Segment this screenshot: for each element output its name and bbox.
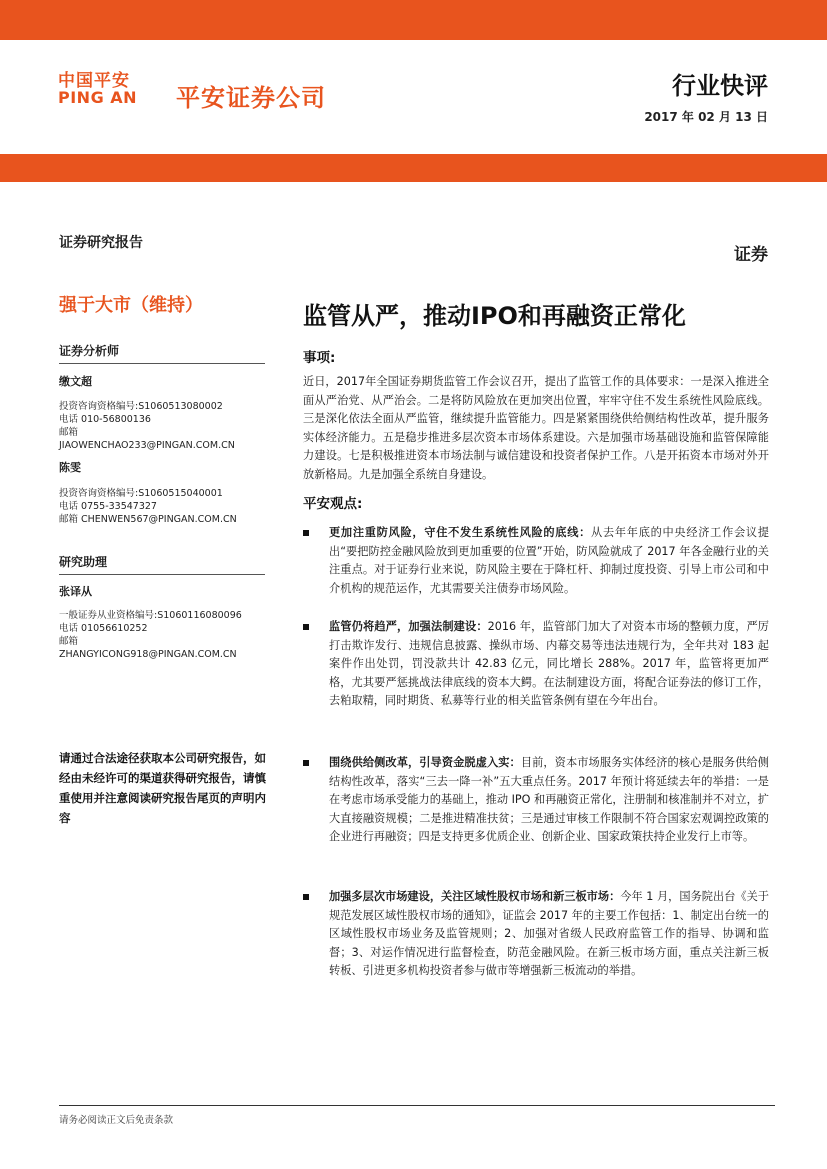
analyst-1 bbox=[59, 373, 265, 452]
bullet-icon bbox=[303, 894, 309, 900]
footer-note: 请务必阅读正文后免责条款 bbox=[59, 1115, 174, 1126]
analysts-section bbox=[59, 342, 265, 364]
list-item bbox=[303, 618, 769, 711]
company-name: 平安证券公司 bbox=[176, 84, 326, 112]
bullet-icon bbox=[303, 760, 309, 766]
point-text: 2016 年，监管部门加大了对资本市场的整顿力度，严厉打击欺诈发行、违规信息披露、操纵市场、内幕交易等违法违规行为，全年共对 183 起案件作出处罚，罚没款共计 42.83 亿元，同比增长 288%。2017 年，监管将更加严格，尤其要严惩挑战法律底线的资本大鳄。在法制建设方面，将配合证券法的修订工作，去粕取精，同时期货、私募等行业的相关监管条例有望在今年出台。 bbox=[329, 620, 769, 708]
analyst-2 bbox=[59, 459, 265, 526]
top-orange-band bbox=[0, 0, 827, 40]
page-title: 监管从严，推动IPO和再融资正常化 bbox=[303, 302, 686, 330]
analyst-phone: 电话 010-56800136 bbox=[59, 414, 151, 425]
event-heading bbox=[303, 346, 769, 366]
analyst-email: 邮箱 CHENWEN567@PINGAN.COM.CN bbox=[59, 514, 237, 525]
point-lead: 更加注重防风险，守住不发生系统性风险的底线： bbox=[329, 526, 592, 539]
event-text: 近日，2017年全国证券期货监管工作会议召开，提出了监管工作的具体要求：一是深入推进全面从严治党、从严治会。二是将防风险放在更加突出位置，牢牢守住不发生系统性风险底线。三是深化依法全面从严监管，继续提升监管能力。四是紧紧围绕供给侧结构性改革，提升服务实体经济能力。五是稳步推进多层次资本市场体系建设。六是加强市场基础设施和监管保障能力建设。七是积极推进资本市场法制与诚信建设和投资者保护工作。八是开拓资本市场对外开放新格局。九是加强全系统自身建设。 bbox=[303, 375, 769, 481]
view-heading-text: 平安观点: bbox=[303, 496, 363, 512]
access-disclaimer: 请通过合法途径获取本公司研究报告，如经由未经许可的渠道获得研究报告，请慎重使用并注意阅读研究报告尾页的声明内容 bbox=[59, 751, 266, 825]
sector-label: 证券 bbox=[734, 245, 768, 265]
point-lead: 监管仍将趋严，加强法制建设： bbox=[329, 620, 488, 633]
point-body bbox=[329, 618, 769, 711]
report-type: 行业快评 bbox=[672, 72, 768, 100]
analyst-email-label: 邮箱 bbox=[59, 427, 79, 438]
assistant bbox=[59, 583, 265, 661]
assistant-license: 一般证券从业资格编号:S1060116080096 bbox=[59, 610, 242, 621]
assistant-phone: 电话 01056610252 bbox=[59, 623, 148, 634]
event-heading-text: 事项: bbox=[303, 350, 336, 366]
analysts-heading: 证券分析师 bbox=[59, 342, 265, 364]
point-body bbox=[329, 524, 769, 598]
assistant-email-label: 邮箱 bbox=[59, 636, 79, 647]
logo-english: PING AN bbox=[58, 88, 138, 107]
analyst-phone: 电话 0755-33547327 bbox=[59, 501, 157, 512]
analyst-license: 投资咨询资格编号:S1060513080002 bbox=[59, 401, 223, 412]
point-text: 从去年年底的中央经济工作会议提出“要把防控金融风险放到更加重要的位置”开始，防风险就成了 2017 年各金融行业的关注重点。对于证券行业来说，防风险主要在于降杠杆、抑制过度投资、引导上市公司和中介机构的规范运作，尤其需要关注债券市场风险。 bbox=[329, 526, 769, 595]
point-lead: 加强多层次市场建设，关注区域性股权市场和新三板市场： bbox=[329, 890, 621, 903]
list-item bbox=[303, 888, 769, 981]
event-paragraph bbox=[303, 373, 769, 485]
list-item bbox=[303, 754, 769, 847]
logo-chinese: 中国平安 bbox=[58, 71, 130, 91]
assistant-heading: 研究助理 bbox=[59, 553, 265, 575]
point-text: 今年 1 月，国务院出台《关于规范发展区域性股权市场的通知》，证监会 2017 年的主要工作包括：1、制定出台统一的区域性股权市场业务及监管规则；2、加强对省级人民政府监管工作的指导、协调和监督；3、对运作情况进行监督检查，防范金融风险。在新三板市场方面，重点关注新三板转板、引进更多机构投资者参与做市等增强新三板流动的举措。 bbox=[329, 890, 769, 978]
assistant-name: 张译从 bbox=[59, 585, 92, 598]
point-body bbox=[329, 888, 769, 981]
orange-divider-band bbox=[0, 154, 827, 182]
point-body bbox=[329, 754, 769, 847]
point-lead: 围绕供给侧改革，引导资金脱虚入实： bbox=[329, 756, 521, 769]
report-date: 2017 年 02 月 13 日 bbox=[644, 110, 768, 124]
assistant-email: ZHANGYICONG918@PINGAN.COM.CN bbox=[59, 649, 237, 660]
footer-divider bbox=[59, 1105, 775, 1106]
assistant-section bbox=[59, 553, 265, 575]
analyst-name: 陈雯 bbox=[59, 461, 81, 474]
list-item bbox=[303, 524, 769, 598]
point-text: 目前，资本市场服务实体经济的核心是服务供给侧结构性改革，落实“三去一降一补”五大重点任务。2017 年预计将延续去年的举措：一是在考虑市场承受能力的基础上，推动 IPO 和再融资正常化，注册制和核准制并不对立，扩大直接融资规模；二是推进精准扶贫；三是通过审核工作限制不符合国家宏观调控政策的企业进行再融资；四是支持更多优质企业、创新企业、国家政策扶持企业发行上市等。 bbox=[329, 756, 769, 844]
analyst-name: 缴文超 bbox=[59, 375, 92, 388]
rating: 强于大市（维持） bbox=[59, 295, 203, 316]
analyst-license: 投资咨询资格编号:S1060515040001 bbox=[59, 488, 223, 499]
bullet-icon bbox=[303, 624, 309, 630]
view-heading bbox=[303, 492, 769, 512]
analyst-email: JIAOWENCHAO233@PINGAN.COM.CN bbox=[59, 440, 235, 451]
report-category: 证券研究报告 bbox=[59, 235, 143, 251]
bullet-icon bbox=[303, 530, 309, 536]
